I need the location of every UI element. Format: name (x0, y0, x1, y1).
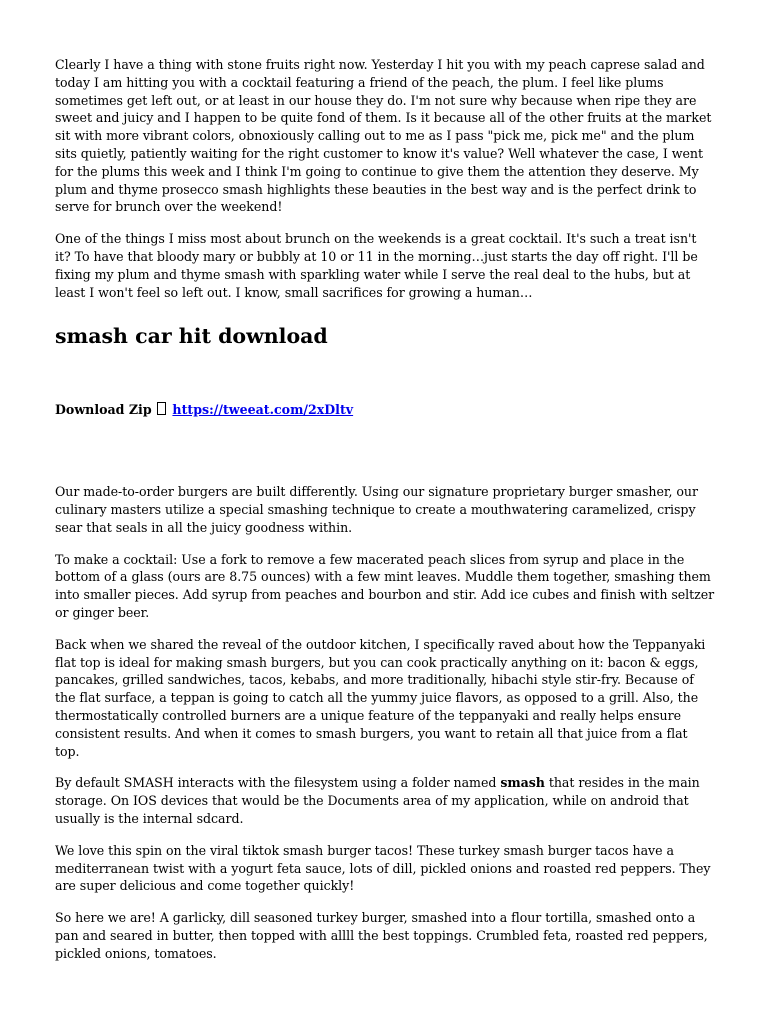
download-label: Download Zip (55, 402, 152, 418)
turkey-burger-paragraph: So here we are! A garlicky, dill seasoned turkey burger, smashed into a flour tortilla, smashed onto a pan and seared in butter, then topped with allll the best toppings. Crumbled feta, roasted red peppers, pickled onions, tomatoes. (55, 910, 708, 961)
tacos-paragraph: We love this spin on the viral tiktok smash burger tacos! These turkey smash burger tacos have a mediterranean twist with a yogurt feta sauce, lots of dill, pickled onions and roasted red peppers. They are super delicious and come together quickly! (55, 842, 711, 894)
download-link[interactable]: https://tweeat.com/2xDltv (172, 402, 354, 418)
intro-paragraph: Clearly I have a thing with stone fruits right now. Yesterday I hit you with my peach caprese salad and today I am hitting you with a cocktail featuring a friend of the peach, the plum. I feel like plums sometimes get left out, or at least in our house they do. I'm not sure why because when ripe they are sweet and juicy and I happen to be quite fond of them. Is it because all of the other fruits at the market sit with more vibrant colors, obnoxiously calling out to me as I pass "pick me, pick me" and the plum sits quietly, patiently waiting for the right customer to know it's value? Well whatever the case, I went for the plums this week and I think I'm going to continue to give them the attention they deserve. My plum and thyme prosecco smash highlights these beauties in the best way and is the perfect drink to serve for brunch over the weekend! (55, 57, 712, 215)
download-line (55, 401, 715, 419)
smash-folder-name: smash (500, 775, 545, 791)
smash-filesystem-text-before: By default SMASH interacts with the filesystem using a folder named (55, 775, 501, 791)
teppanyaki-paragraph: Back when we shared the reveal of the outdoor kitchen, I specifically raved about how the Teppanyaki flat top is ideal for making smash burgers, but you can cook practically anything on it: bacon & eggs, pancakes, grilled sandwiches, tacos, kebabs, and more traditionally, hibachi style stir-fry. Because of the flat surface, a teppan is going to catch all the yummy juice flavors, as opposed to a grill. Also, the thermostatically controlled burners are a unique feature of the teppanyaki and really helps ensure consistent results. And when it comes to smash burgers, you want to retain all that juice from a flat top. (55, 636, 706, 759)
cocktail-paragraph: To make a cocktail: Use a fork to remove a few macerated peach slices from syrup and place in the bottom of a glass (ours are 8.75 ounces) with a few mint leaves. Muddle them together, smashing them into smaller pieces. Add syrup from peaches and bourbon and stir. Add ice cubes and finish with seltzer or ginger beer. (55, 551, 715, 620)
smash-filesystem-text-after: that resides in the main storage. On IOS devices that would be the Documents area of my application, while on android that usually is the internal sdcard. (55, 775, 700, 826)
missing-glyph-icon (157, 402, 166, 415)
smash-filesystem-paragraph (55, 774, 715, 827)
burger-paragraph: Our made-to-order burgers are built differently. Using our signature proprietary burger smasher, our culinary masters utilize a special smashing technique to create a mouthwatering caramelized, crispy sear that seals in all the juicy goodness within. (55, 484, 698, 535)
brunch-paragraph: One of the things I miss most about brunch on the weekends is a great cocktail. It's such a treat isn't it? To have that bloody mary or bubbly at 10 or 11 in the morning…just starts the day off right. I'll be fixing my plum and thyme smash with sparkling water while I serve the real deal to the hubs, but at least I won't feel so left out. I know, small sacrifices for growing a human… (55, 231, 698, 300)
article-heading: smash car hit download (55, 324, 328, 349)
